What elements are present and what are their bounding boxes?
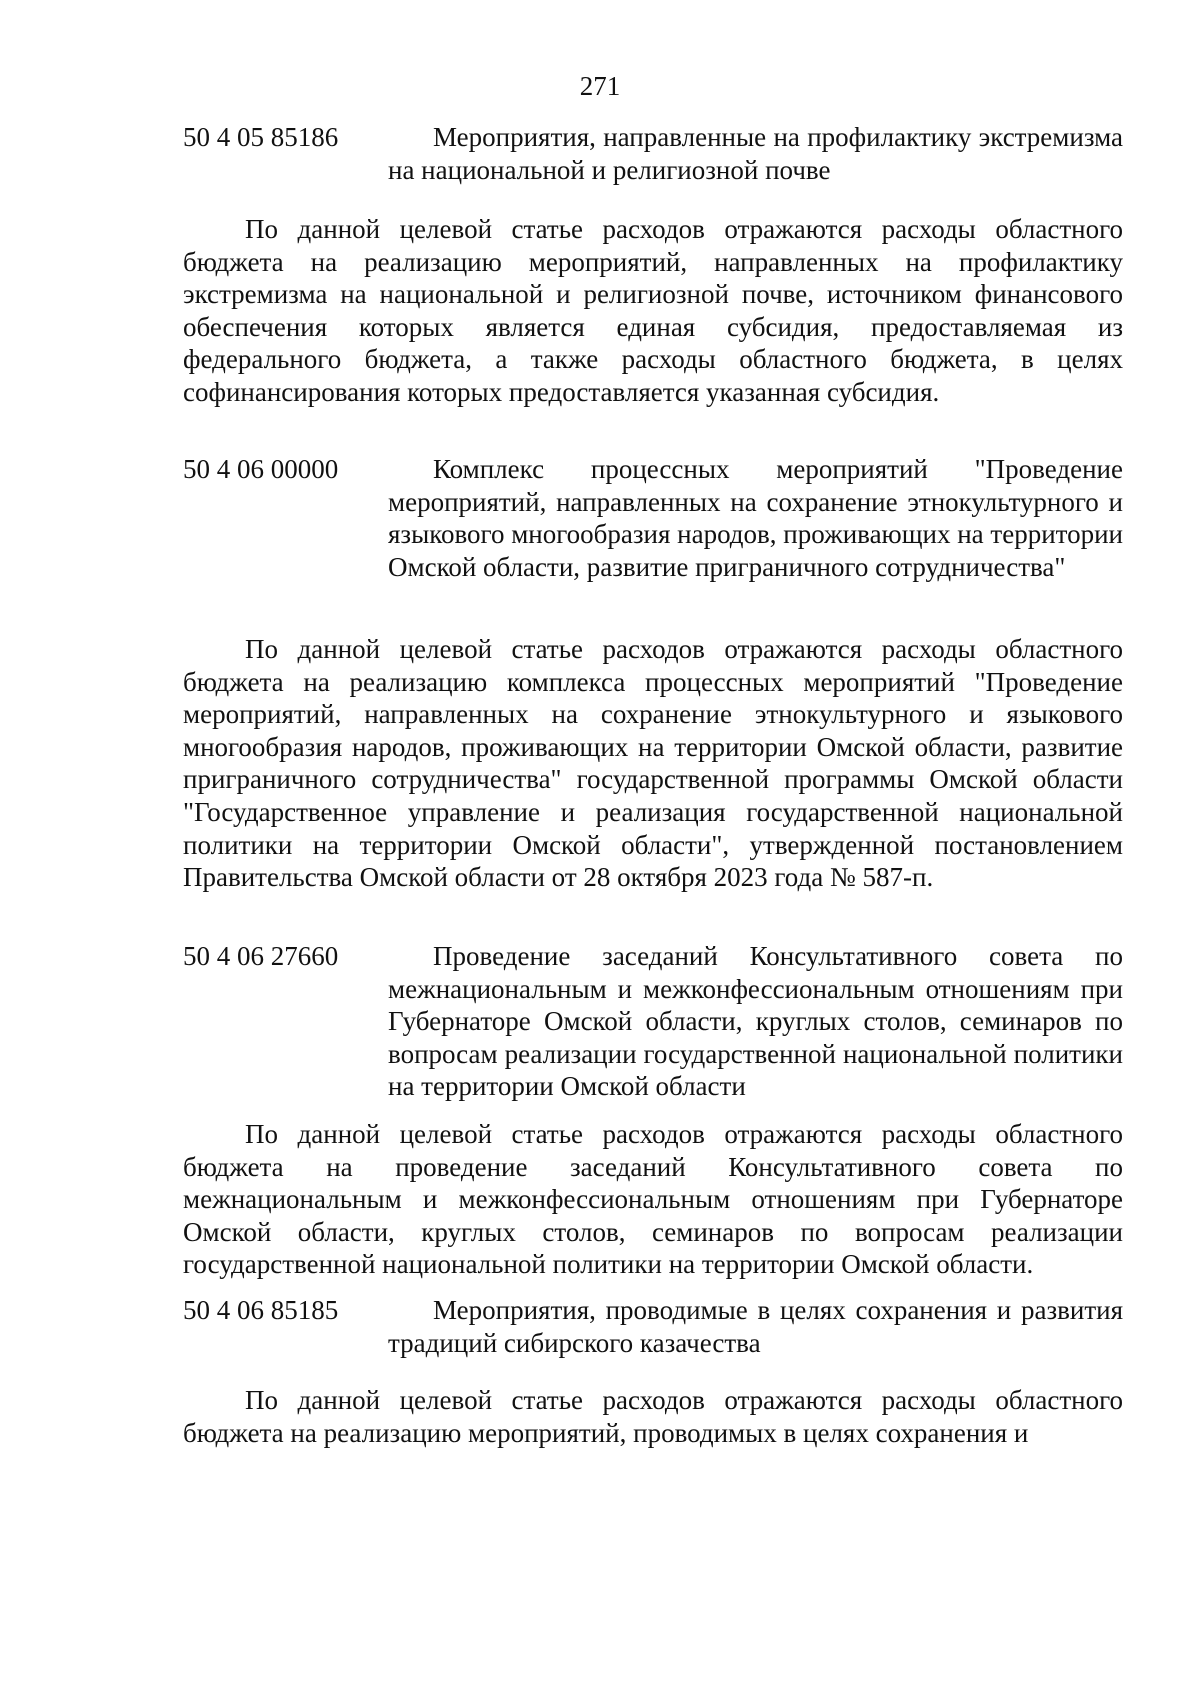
section-4-heading [183, 1294, 1123, 1359]
page-number: 271 [579, 71, 621, 101]
section-3-paragraph: По данной целевой статье расходов отражаются расходы областного бюджета на проведение заседаний Консультативного совета по межнациональным и межконфессиональным отношениям при Губернаторе Омской области, круглых столов, семинаров по вопросам реализации государственной национальной политики на территории Омской области. [183, 1119, 1123, 1280]
section-2-heading [183, 453, 1123, 583]
section-1-heading [183, 121, 1123, 186]
section-code: 50 4 06 00000 [183, 454, 339, 484]
section-code: 50 4 06 85185 [183, 1295, 339, 1325]
section-title: Комплекс процессных мероприятий "Проведение мероприятий, направленных на сохранение этнокультурного и языкового многообразия народов, проживающих на территории Омской области, развитие приграничного сотрудничества" [388, 454, 1123, 582]
section-title: Мероприятия, направленные на профилактику экстремизма на национальной и религиозной почве [388, 122, 1123, 185]
section-4-paragraph: По данной целевой статье расходов отражаются расходы областного бюджета на реализацию мероприятий, проводимых в целях сохранения и [183, 1385, 1123, 1448]
section-title: Проведение заседаний Консультативного совета по межнациональным и межконфессиональным отношениям при Губернаторе Омской области, круглых столов, семинаров по вопросам реализации государственной национальной политики на территории Омской области [388, 941, 1123, 1102]
section-2-paragraph: По данной целевой статье расходов отражаются расходы областного бюджета на реализацию комплекса процессных мероприятий "Проведение мероприятий, направленных на сохранение этнокультурного и языкового многообразия народов, проживающих на территории Омской области, развитие приграничного сотрудничества" государственной программы Омской области "Государственное управление и реализация государственной национальной политики на территории Омской области", утвержденной постановлением Правительства Омской области от 28 октября 2023 года № 587-п. [183, 634, 1123, 893]
section-title: Мероприятия, проводимые в целях сохранения и развития традиций сибирского казачества [388, 1295, 1123, 1358]
section-code: 50 4 06 27660 [183, 941, 339, 971]
section-3-heading [183, 940, 1123, 1103]
section-code: 50 4 05 85186 [183, 122, 339, 152]
section-1-paragraph: По данной целевой статье расходов отражаются расходы областного бюджета на реализацию мероприятий, направленных на профилактику экстремизма на национальной и религиозной почве, источником финансового обеспечения которых является единая субсидия, предоставляемая из федерального бюджета, а также расходы областного бюджета, в целях софинансирования которых предоставляется указанная субсидия. [183, 214, 1123, 407]
